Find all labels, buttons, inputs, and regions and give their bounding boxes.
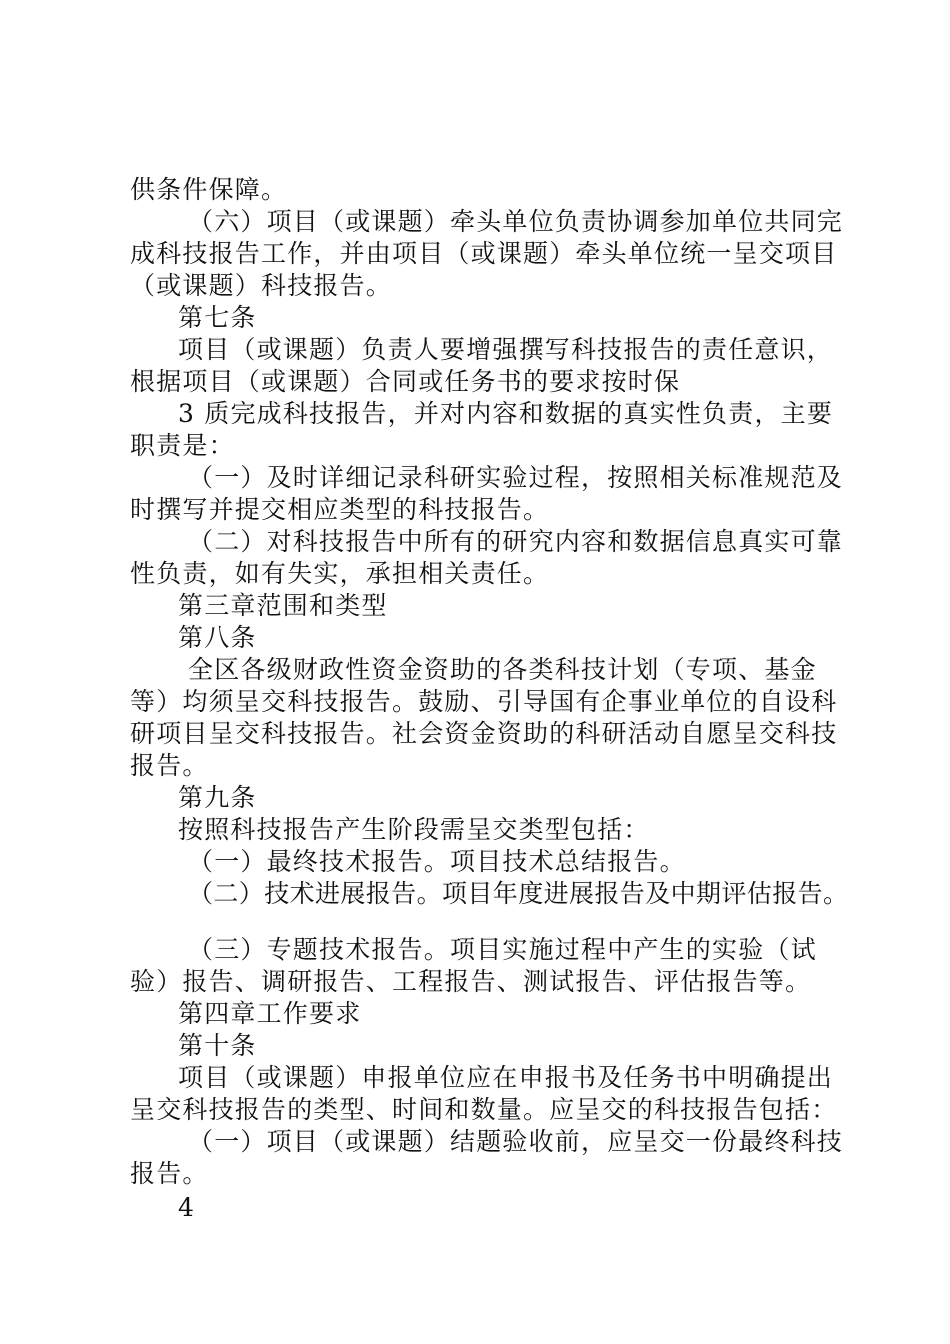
text-line: （二）对科技报告中所有的研究内容和数据信息真实可靠	[188, 527, 844, 556]
text-line: 报告。	[130, 1159, 209, 1188]
text-line: 报告。	[130, 751, 209, 780]
text-line: 研项目呈交科技报告。社会资金资助的科研活动自愿呈交科技	[130, 719, 838, 748]
text-line: 项目（或课题）负责人要增强撰写科技报告的责任意识，	[178, 335, 834, 364]
text-line: （或课题）科技报告。	[130, 271, 393, 300]
text-line: （一）及时详细记录科研实验过程，按照相关标准规范及	[188, 463, 844, 492]
text-line: （二）技术进展报告。项目年度进展报告及中期评估报告。	[188, 879, 849, 908]
text-line: （一）项目（或课题）结题验收前，应呈交一份最终科技	[188, 1127, 844, 1156]
page-number: 4	[178, 1193, 196, 1222]
text-line: 供条件保障。	[130, 175, 288, 204]
text-line: 全区各级财政性资金资助的各类科技计划（专项、基金	[188, 655, 817, 684]
text-line: 验）报告、调研报告、工程报告、测试报告、评估报告等。	[130, 967, 812, 996]
text-line: 项目（或课题）申报单位应在申报书及任务书中明确提出	[178, 1063, 834, 1092]
text-line: （三）专题技术报告。项目实施过程中产生的实验（试	[188, 935, 817, 964]
text-line: 根据项目（或课题）合同或任务书的要求按时保	[130, 367, 681, 396]
text-line: （一）最终技术报告。项目技术总结报告。	[188, 847, 686, 876]
text-line: 等）均须呈交科技报告。鼓励、引导国有企事业单位的自设科	[130, 687, 838, 716]
chapter-heading: 第三章范围和类型	[178, 591, 388, 620]
text-line: 3 质完成科技报告，并对内容和数据的真实性负责，主要	[178, 399, 834, 428]
text-line: 按照科技报告产生阶段需呈交类型包括：	[178, 815, 650, 844]
text-line: 时撰写并提交相应类型的科技报告。	[130, 495, 550, 524]
text-line: 性负责，如有失实，承担相关责任。	[130, 559, 550, 588]
text-line: 成科技报告工作，并由项目（或课题）牵头单位统一呈交项目	[130, 239, 838, 268]
article-heading: 第七条	[178, 303, 257, 332]
text-line: 职责是：	[130, 431, 235, 460]
text-line: （六）项目（或课题）牵头单位负责协调参加单位共同完	[188, 207, 844, 236]
article-heading: 第九条	[178, 783, 257, 812]
text-line: 呈交科技报告的类型、时间和数量。应呈交的科技报告包括：	[130, 1095, 838, 1124]
article-heading: 第八条	[178, 623, 257, 652]
article-heading: 第十条	[178, 1031, 257, 1060]
chapter-heading: 第四章工作要求	[178, 999, 362, 1028]
